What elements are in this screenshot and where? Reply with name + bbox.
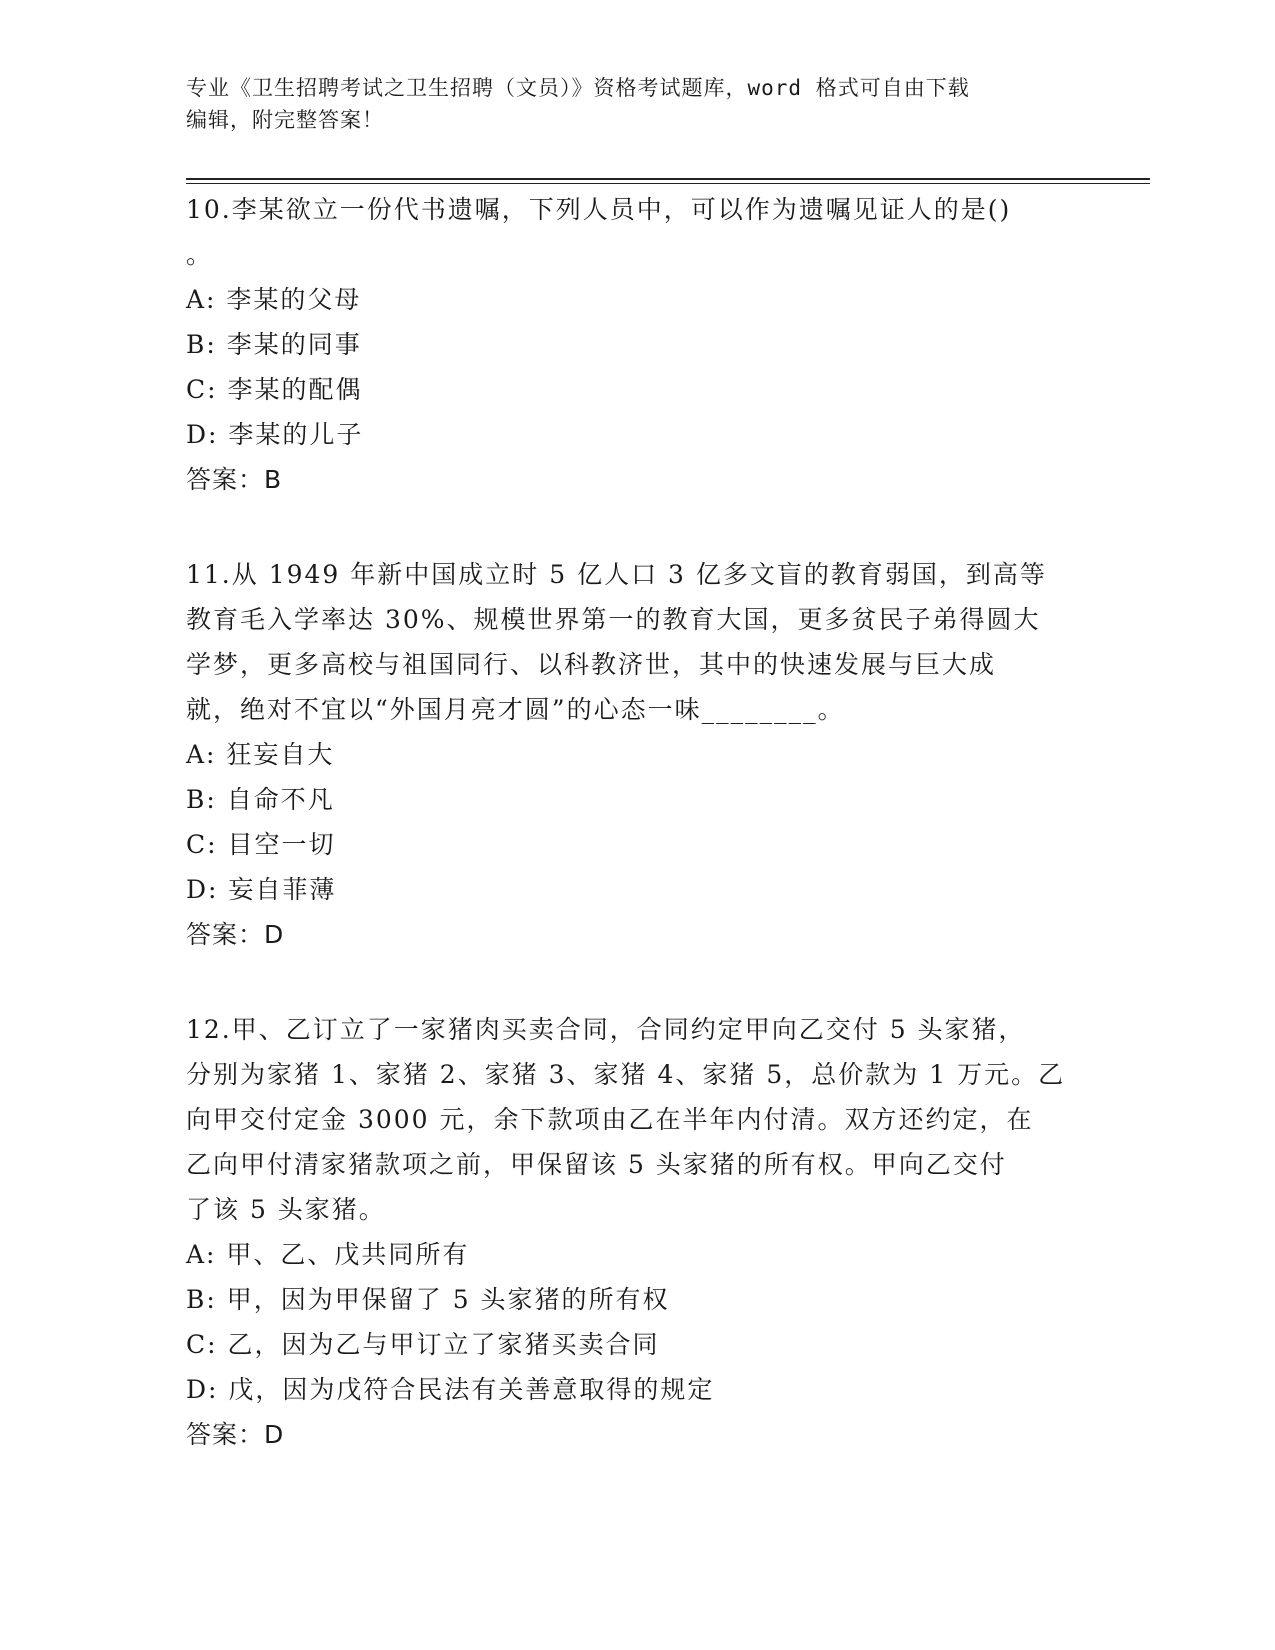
option-d: D: 戊，因为戊符合民法有关善意取得的规定 [186, 1375, 715, 1404]
answer-line: 答案：D [186, 920, 285, 949]
option-a: A: 狂妄自大 [186, 740, 335, 769]
question-stem-line: 分别为家猪 1、家猪 2、家猪 3、家猪 4、家猪 5，总价款为 1 万元。乙 [186, 1060, 1066, 1089]
header-divider-thick [186, 178, 1150, 180]
option-d: D: 李某的儿子 [186, 420, 364, 449]
question-stem-line: 12.甲、乙订立了一家猪肉买卖合同，合同约定甲向乙交付 5 头家猪， [186, 1015, 1026, 1044]
question-12 [186, 1007, 1086, 1457]
option-c: C: 乙，因为乙与甲订立了家猪买卖合同 [186, 1330, 660, 1359]
question-stem-line: 乙向甲付清家猪款项之前，甲保留该 5 头家猪的所有权。甲向乙交付 [186, 1150, 1007, 1179]
header-line-2: 编辑，附完整答案！ [186, 108, 384, 132]
option-b: B: 李某的同事 [186, 330, 362, 359]
question-stem-line: 。 [186, 240, 214, 269]
answer-line: 答案：B [186, 465, 283, 494]
answer-line: 答案：D [186, 1420, 285, 1449]
option-c: C: 李某的配偶 [186, 375, 363, 404]
question-10 [186, 187, 1086, 502]
option-a: A: 李某的父母 [186, 285, 362, 314]
option-a: A: 甲、乙、戊共同所有 [186, 1240, 470, 1269]
question-stem-line: 了该 5 头家猪。 [186, 1195, 386, 1224]
question-11 [186, 552, 1086, 957]
question-stem-line: 学梦，更多高校与祖国同行、以科教济世，其中的快速发展与巨大成 [186, 650, 997, 679]
question-stem-line: 向甲交付定金 3000 元，余下款项由乙在半年内付清。双方还约定，在 [186, 1105, 1034, 1134]
option-b: B: 甲，因为甲保留了 5 头家猪的所有权 [186, 1285, 670, 1314]
question-stem-line: 就，绝对不宜以“外国月亮才圆”的心态一味________。 [186, 695, 845, 724]
document-header [186, 72, 1066, 136]
question-stem-line: 11.从 1949 年新中国成立时 5 亿人口 3 亿多文盲的教育弱国，到高等 [186, 560, 1047, 589]
option-b: B: 自命不凡 [186, 785, 335, 814]
header-divider-thin [186, 183, 1150, 184]
option-c: C: 目空一切 [186, 830, 336, 859]
header-line-1: 专业《卫生招聘考试之卫生招聘（文员）》资格考试题库，word 格式可自由下载 [186, 76, 970, 100]
option-d: D: 妄自菲薄 [186, 875, 337, 904]
question-stem-line: 教育毛入学率达 30%、规模世界第一的教育大国，更多贫民子弟得圆大 [186, 605, 1041, 634]
question-stem-line: 10.李某欲立一份代书遗嘱，下列人员中，可以作为遗嘱见证人的是() [186, 195, 1012, 224]
